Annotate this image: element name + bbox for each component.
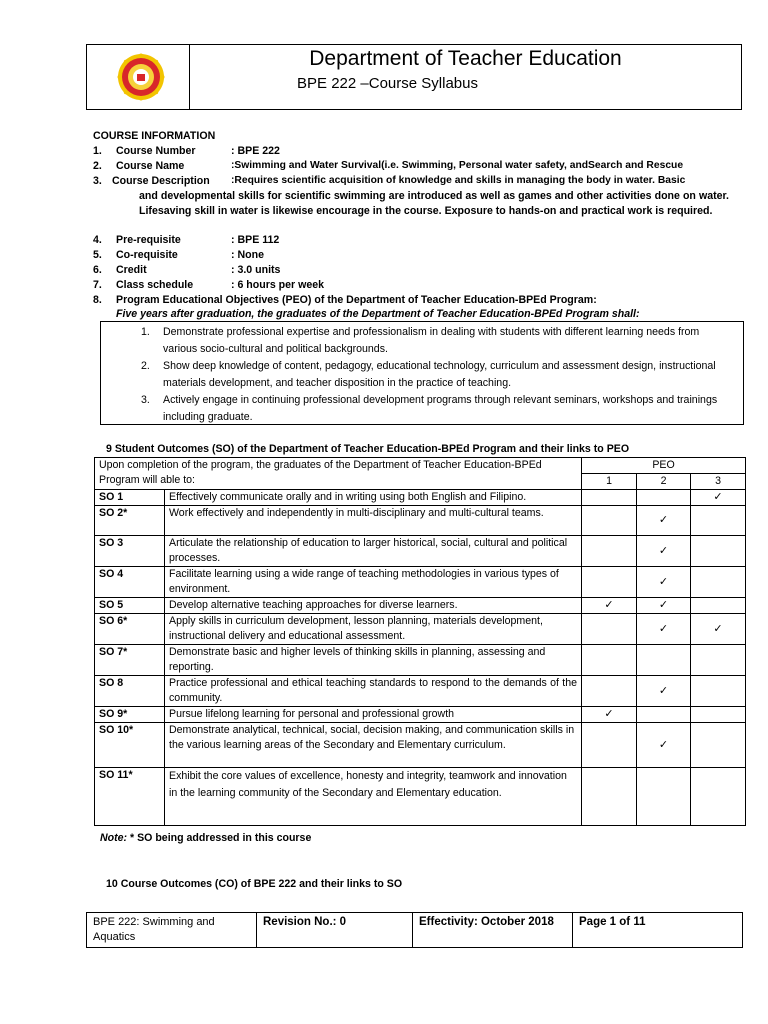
item-label: Credit xyxy=(116,264,147,276)
so-code: SO 3 xyxy=(95,536,165,567)
checkmark-icon: ✓ xyxy=(604,599,614,611)
peo-link-cell-1 xyxy=(582,567,637,598)
peo-link-cell-1 xyxy=(582,536,637,567)
college-seal-logo xyxy=(117,53,165,101)
item-number: 7. xyxy=(93,279,102,291)
item-number: 1. xyxy=(93,145,102,157)
so-code: SO 8 xyxy=(95,676,165,707)
peo-text: Demonstrate professional expertise and professionalism in dealing with students with different learning needs from various socio-cultural and political backgrounds. xyxy=(163,326,700,355)
table-note xyxy=(100,831,311,846)
item-label: Course Number xyxy=(116,145,196,157)
peo-link-cell-1 xyxy=(582,614,637,645)
checkmark-icon: ✓ xyxy=(713,622,723,635)
peo-link-cell-3 xyxy=(691,490,746,506)
peo-link-cell-2 xyxy=(637,506,691,536)
so-row xyxy=(95,645,746,676)
item-value: : BPE 112 xyxy=(231,234,280,246)
item-label: Course Name xyxy=(116,160,185,172)
item-number: 5. xyxy=(93,249,102,261)
peo-link-cell-3 xyxy=(691,614,746,645)
so-code: SO 11* xyxy=(95,768,165,826)
so-code: SO 10* xyxy=(95,723,165,768)
peo-link-cell-3 xyxy=(691,506,746,536)
so-description: Pursue lifelong learning for personal and professional growth xyxy=(165,707,582,723)
item-label: Pre-requisite xyxy=(116,234,181,246)
peo-link-cell-2 xyxy=(637,614,691,645)
so-row xyxy=(95,707,746,723)
peo-link-cell-2 xyxy=(637,707,691,723)
so-code: SO 4 xyxy=(95,567,165,598)
checkmark-icon: ✓ xyxy=(658,738,669,751)
peo-link-cell-2 xyxy=(637,676,691,707)
so-description: Work effectively and independently in multi-disciplinary and multi-cultural teams. xyxy=(165,506,582,536)
item-number: 4. xyxy=(93,234,102,246)
peo-col-1: 1 xyxy=(582,474,637,490)
peo-link-cell-3 xyxy=(691,645,746,676)
so-description: Demonstrate basic and higher levels of thinking skills in planning, assessing and reporting. xyxy=(165,645,582,676)
peo-link-cell-2 xyxy=(637,490,691,506)
checkmark-icon: ✓ xyxy=(658,684,669,697)
checkmark-icon: ✓ xyxy=(658,544,669,557)
footer-effectivity: Effectivity: October 2018 xyxy=(413,913,573,948)
peo-link-cell-3 xyxy=(691,768,746,826)
checkmark-icon: ✓ xyxy=(658,575,669,588)
item-value: : 6 hours per week xyxy=(231,279,325,291)
footer-course: BPE 222: Swimming and Aquatics xyxy=(87,913,257,948)
peo-link-cell-1 xyxy=(582,598,637,614)
peo-link-cell-3 xyxy=(691,707,746,723)
so-description: Articulate the relationship of education to larger historical, social, cultural and political processes. xyxy=(165,536,582,567)
peo-link-cell-1 xyxy=(582,490,637,506)
peo-link-cell-2 xyxy=(637,598,691,614)
checkmark-icon: ✓ xyxy=(658,514,669,526)
item-value: : None xyxy=(231,249,264,261)
so-description: Exhibit the core values of excellence, honesty and integrity, teamwork and innovation in the learning community of the Secondary and Elementary education. xyxy=(165,768,582,826)
peo-intro: Five years after graduation, the graduates of the Department of Teacher Education-BPEd Program shall: xyxy=(116,308,640,320)
note-label: Note: xyxy=(100,832,128,844)
item-label: Course Description xyxy=(112,175,210,187)
note-text: * SO being addressed in this course xyxy=(127,832,312,844)
peo-list-box xyxy=(100,321,744,425)
so-section-heading: 9 Student Outcomes (SO) of the Department of Teacher Education-BPEd Program and their links to PEO xyxy=(106,443,630,455)
peo-link-cell-2 xyxy=(637,768,691,826)
so-description: Practice professional and ethical teaching standards to respond to the demands of the community. xyxy=(165,676,582,707)
document-subtitle: BPE 222 –Course Syllabus xyxy=(297,75,478,92)
so-code: SO 5 xyxy=(95,598,165,614)
so-row xyxy=(95,723,746,768)
so-row xyxy=(95,676,746,707)
so-row xyxy=(95,506,746,536)
peo-link-cell-2 xyxy=(637,567,691,598)
so-description: Demonstrate analytical, technical, social, decision making, and communication skills in the various learning areas of the Secondary and Elementary curriculum. xyxy=(165,723,582,768)
peo-link-cell-2 xyxy=(637,723,691,768)
checkmark-icon: ✓ xyxy=(713,491,723,503)
course-description-text: and developmental skills for scientific swimming are introduced as well as games and other activities done on water. Lifesaving skill in water is likewise encourage in the course. Exposure to hands-on and practical work is required. xyxy=(139,190,729,217)
peo-link-cell-1 xyxy=(582,645,637,676)
so-description: Facilitate learning using a wide range of teaching methodologies in various types of environment. xyxy=(165,567,582,598)
peo-column-header: PEO xyxy=(582,458,746,474)
document-header xyxy=(86,44,742,110)
footer-revision: Revision No.: 0 xyxy=(257,913,413,948)
table-intro: Upon completion of the program, the graduates of the Department of Teacher Education-BPEd Program will able to: xyxy=(95,458,582,490)
item-value: : BPE 222 xyxy=(231,145,280,157)
checkmark-icon: ✓ xyxy=(658,599,669,611)
peo-link-cell-3 xyxy=(691,723,746,768)
peo-link-cell-3 xyxy=(691,598,746,614)
item-number: 8. xyxy=(93,294,102,306)
item-number: 2. xyxy=(93,160,102,172)
so-row xyxy=(95,490,746,506)
so-description: Develop alternative teaching approaches for diverse learners. xyxy=(165,598,582,614)
item-label: Class schedule xyxy=(116,279,194,291)
so-description: Effectively communicate orally and in writing using both English and Filipino. xyxy=(165,490,582,506)
peo-link-cell-3 xyxy=(691,676,746,707)
co-section-heading: 10 Course Outcomes (CO) of BPE 222 and their links to SO xyxy=(106,878,403,890)
so-row xyxy=(95,614,746,645)
item-number: 6. xyxy=(93,264,102,276)
item-number: 3. xyxy=(93,175,102,187)
page-footer xyxy=(86,912,743,948)
so-peo-table xyxy=(94,457,746,826)
so-code: SO 1 xyxy=(95,490,165,506)
so-description: Apply skills in curriculum development, lesson planning, materials development, instructional delivery and educational assessment. xyxy=(165,614,582,645)
peo-link-cell-1 xyxy=(582,707,637,723)
peo-link-cell-2 xyxy=(637,536,691,567)
so-row xyxy=(95,598,746,614)
checkmark-icon: ✓ xyxy=(658,622,669,635)
peo-link-cell-1 xyxy=(582,768,637,826)
peo-link-cell-1 xyxy=(582,723,637,768)
so-table-body xyxy=(95,490,746,826)
peo-col-3: 3 xyxy=(691,474,746,490)
item-value: : 3.0 units xyxy=(231,264,281,276)
peo-text: Show deep knowledge of content, pedagogy, educational technology, curriculum and assessment design, instructional materials development, and teacher disposition in the practice of teaching. xyxy=(163,360,716,389)
so-row xyxy=(95,768,746,826)
peo-link-cell-3 xyxy=(691,536,746,567)
item-value: :Requires scientific acquisition of knowledge and skills in managing the body in water. Basic xyxy=(231,175,686,186)
so-code: SO 6* xyxy=(95,614,165,645)
peo-number: 2. xyxy=(141,360,150,372)
footer-page-number: Page 1 of 11 xyxy=(573,913,743,948)
course-info-heading: COURSE INFORMATION xyxy=(93,130,216,142)
peo-link-cell-1 xyxy=(582,506,637,536)
peo-heading: Program Educational Objectives (PEO) of the Department of Teacher Education-BPEd Program: xyxy=(116,294,597,306)
so-code: SO 2* xyxy=(95,506,165,536)
so-row xyxy=(95,536,746,567)
so-code: SO 9* xyxy=(95,707,165,723)
so-row xyxy=(95,567,746,598)
peo-number: 1. xyxy=(141,326,150,338)
so-code: SO 7* xyxy=(95,645,165,676)
checkmark-icon: ✓ xyxy=(604,708,614,720)
logo-cell xyxy=(87,45,190,109)
peo-number: 3. xyxy=(141,394,150,406)
item-label: Co-requisite xyxy=(116,249,178,261)
peo-text: Actively engage in continuing professional development programs through relevant seminars, workshops and trainings including graduate. xyxy=(163,394,718,423)
peo-link-cell-2 xyxy=(637,645,691,676)
peo-link-cell-1 xyxy=(582,676,637,707)
peo-link-cell-3 xyxy=(691,567,746,598)
document-title: Department of Teacher Education xyxy=(309,47,622,70)
item-value: :Swimming and Water Survival(i.e. Swimming, Personal water safety, andSearch and Rescue xyxy=(231,160,684,171)
peo-col-2: 2 xyxy=(637,474,691,490)
